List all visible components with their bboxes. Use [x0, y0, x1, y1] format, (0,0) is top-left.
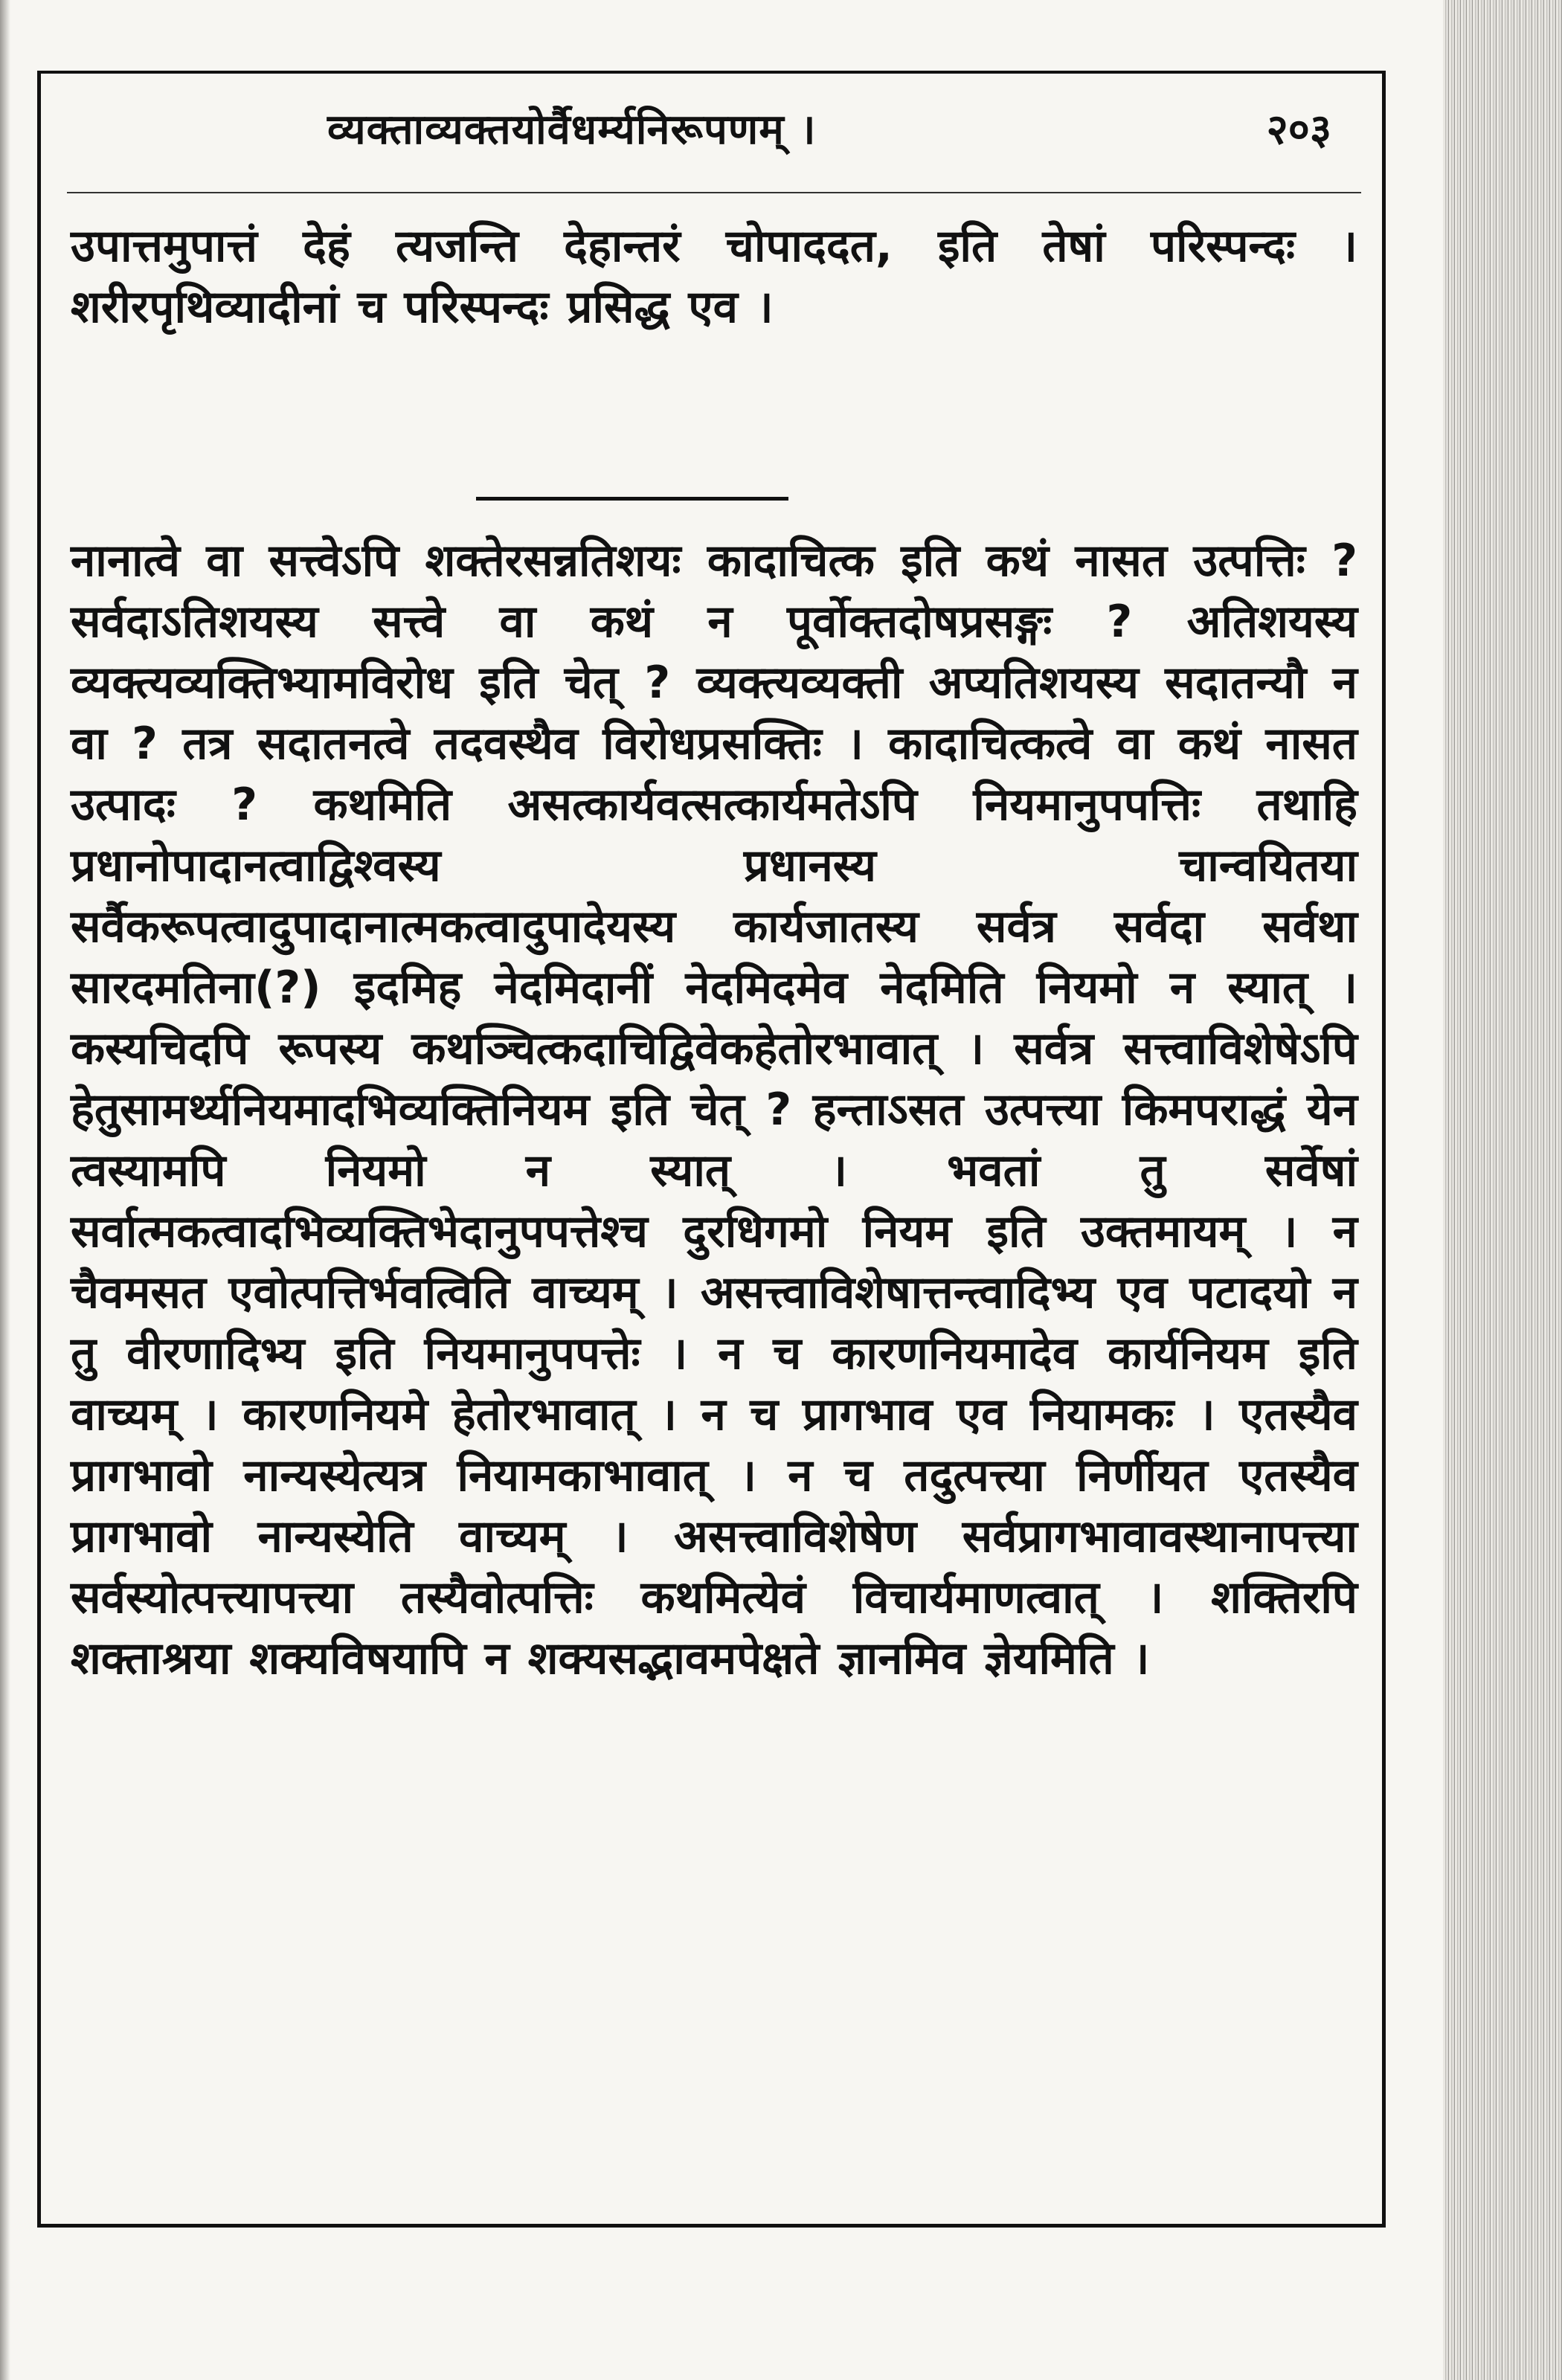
book-binding-edge — [1443, 0, 1562, 2380]
frame-left-border — [37, 71, 41, 2228]
running-title: व्यक्ताव्यक्तयोर्वैधर्म्यनिरूपणम् । — [327, 106, 817, 154]
header-rule — [67, 192, 1361, 193]
body-text — [71, 216, 1357, 1689]
frame-top-border — [37, 71, 1386, 74]
frame-right-border — [1382, 71, 1386, 2228]
paragraph-2: नानात्वे वा सत्त्वेऽपि शक्तेरसन्नतिशयः कादाचित्क इति कथं नासत उत्पत्तिः ? सर्वदाऽतिशयस्य सत्त्वे वा कथं न पूर्वोक्तदोषप्रसङ्गः ? अतिशयस्य व्यक्त्यव्यक्तिभ्यामविरोध इति चेत् ? व्यक्त्यव्यक्ती अप्यतिशयस्य सदातन्यौ न वा ? तत्र सदातनत्वे तदवस्थैव विरोधप्रसक्तिः । कादाचित्कत्वे वा कथं नासत उत्पादः ? कथमिति असत्कार्यवत्सत्कार्यमतेऽपि नियमानुपपत्तिः तथाहि प्रधानोपादानत्वाद्विश्वस्य प्रधानस्य चान्वयितया सर्वैकरूपत्वादुपादानात्मकत्वादुपादेयस्य कार्यजातस्य सर्वत्र सर्वदा सर्वथा सारदमतिना(?) इदमिह नेदमिदानीं नेदमिदमेव नेदमिति नियमो न स्यात् । कस्यचिदपि रूपस्य कथञ्चित्कदाचिद्विवेकहेतोरभावात् । सर्वत्र सत्त्वाविशेषेऽपि हेतुसामर्थ्यनियमादभिव्यक्तिनियम इति चेत् ? हन्ताऽसत उत्पत्त्या किमपराद्धं येन त्वस्यामपि नियमो न स्यात् । भवतां तु सर्वेषां सर्वात्मकत्वादभिव्यक्तिभेदानुपपत्तेश्च दुरधिगमो नियम इति उक्तमायम् । न चैवमसत एवोत्पत्तिर्भवत्विति वाच्यम् । असत्त्वाविशेषात्तन्त्वादिभ्य एव पटादयो न तु वीरणादिभ्य इति नियमानुपपत्तेः । न च कारणनियमादेव कार्यनियम इति वाच्यम् । कारणनियमे हेतोरभावात् । न च प्रागभाव एव नियामकः । एतस्यैव प्रागभावो नान्यस्येत्यत्र नियामकाभावात् । न च तदुत्पत्त्या निर्णीयत एतस्यैव प्रागभावो नान्यस्येति वाच्यम् । असत्त्वाविशेषेण सर्वप्रागभावावस्थानापत्त्या सर्वस्योत्पत्त्यापत्त्या तस्यैवोत्पत्तिः कथमित्येवं विचार्यमाणत्वात् । शक्तिरपि शक्ताश्रया शक्यविषयापि न शक्यसद्भावमपेक्षते ज्ञानमिव ज्ञेयमिति । — [71, 535, 1357, 1685]
page-left-shadow — [0, 0, 10, 2380]
page-number: २०३ — [1266, 106, 1331, 154]
paragraph-1: उपात्तमुपात्तं देहं त्यजन्ति देहान्तरं चोपाददत, इति तेषां परिस्पन्दः । शरीरपृथिव्यादीनां च परिस्पन्दः प्रसिद्ध एव । — [71, 220, 1357, 333]
section-divider — [476, 497, 788, 501]
running-head — [82, 97, 1346, 164]
frame-bottom-border — [37, 2224, 1386, 2228]
